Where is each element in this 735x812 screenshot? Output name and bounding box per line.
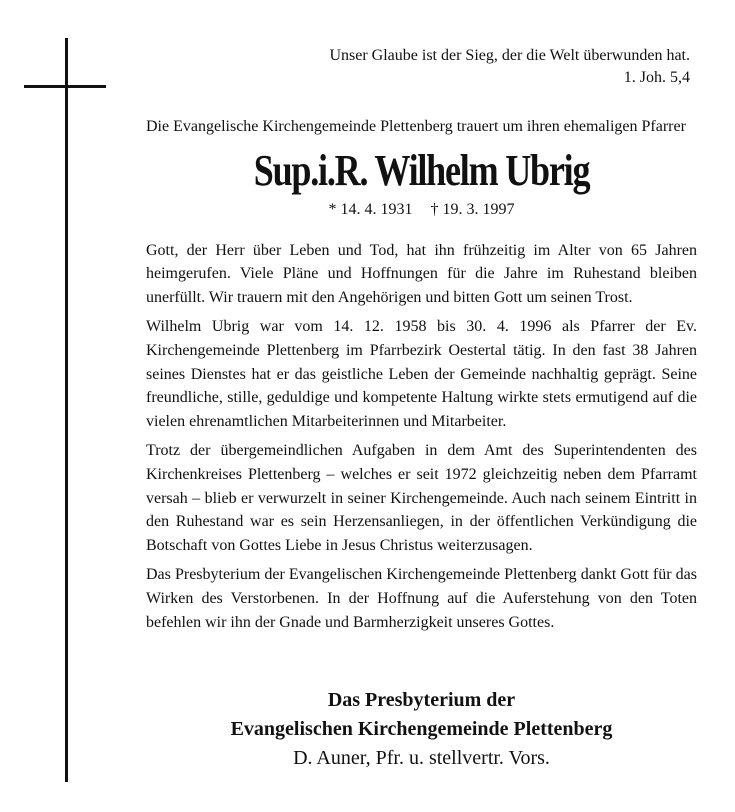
cross-horizontal-bar <box>24 85 106 88</box>
bible-verse <box>329 45 690 89</box>
death-date: † 19. 3. 1997 <box>430 200 515 218</box>
signature-block <box>146 686 697 773</box>
birth-date: * 14. 4. 1931 <box>328 200 413 218</box>
deceased-name: Sup.i.R. Wilhelm Ubrig <box>253 145 590 195</box>
bible-verse-reference: 1. Joh. 5,4 <box>623 69 690 86</box>
signature-line-3: D. Auner, Pfr. u. stellvertr. Vors. <box>293 747 550 769</box>
bible-verse-text: Unser Glaube ist der Sieg, der die Welt überwunden hat. <box>329 47 690 64</box>
life-dates <box>146 199 697 221</box>
paragraph-3: Trotz der übergemeindlichen Aufgaben in dem Amt des Superintendenten des Kirchenkreises Plettenberg – welches er seit 1972 gleichzeitig neben dem Pfarramt versah – blieb er verwurzelt in seiner Kirchengemeinde. Auch nach seinem Eintritt in den Ruhestand war es sein Herzensanliegen, in der öffentlichen Verkündigung die Botschaft von Gottes Liebe in Jesus Christus weiterzusagen. <box>146 442 697 554</box>
paragraph-4: Das Presbyterium der Evangelischen Kirchengemeinde Plettenberg dankt Gott für das Wirken des Verstorbenen. In der Hoffnung auf die Auferstehung von den Toten befehlen wir ihn der Gnade und Barmherzigkeit unseres Gottes. <box>146 566 697 631</box>
obituary-body <box>146 115 697 640</box>
cross-vertical-bar <box>65 38 68 782</box>
signature-line-1: Das Presbyterium der <box>327 689 516 711</box>
signature-line-2: Evangelischen Kirchengemeinde Plettenberg <box>230 718 613 740</box>
intro-text: Die Evangelische Kirchengemeinde Plettenberg trauert um ihren ehemaligen Pfarrer <box>146 118 686 135</box>
paragraph-1: Gott, der Herr über Leben und Tod, hat ihn frühzeitig im Alter von 65 Jahren heimgerufen. Viele Pläne und Hoffnungen für die Jahre im Ruhestand bleiben unerfüllt. Wir trauern mit den Angehörigen und bitten Gott um seinen Trost. <box>146 241 697 306</box>
paragraph-2: Wilhelm Ubrig war vom 14. 12. 1958 bis 30. 4. 1996 als Pfarrer der Ev. Kirchengemeinde Plettenberg im Pfarrbezirk Oestertal tätig. In den fast 38 Jahren seines Dienstes hat er das geistliche Leben der Gemeinde nachhaltig geprägt. Seine freundliche, stille, geduldige und kompetente Haltung wirkte stets ermutigend auf die vielen ehrenamtlichen Mitarbeiterinnen und Mitarbeiter. <box>146 318 697 430</box>
